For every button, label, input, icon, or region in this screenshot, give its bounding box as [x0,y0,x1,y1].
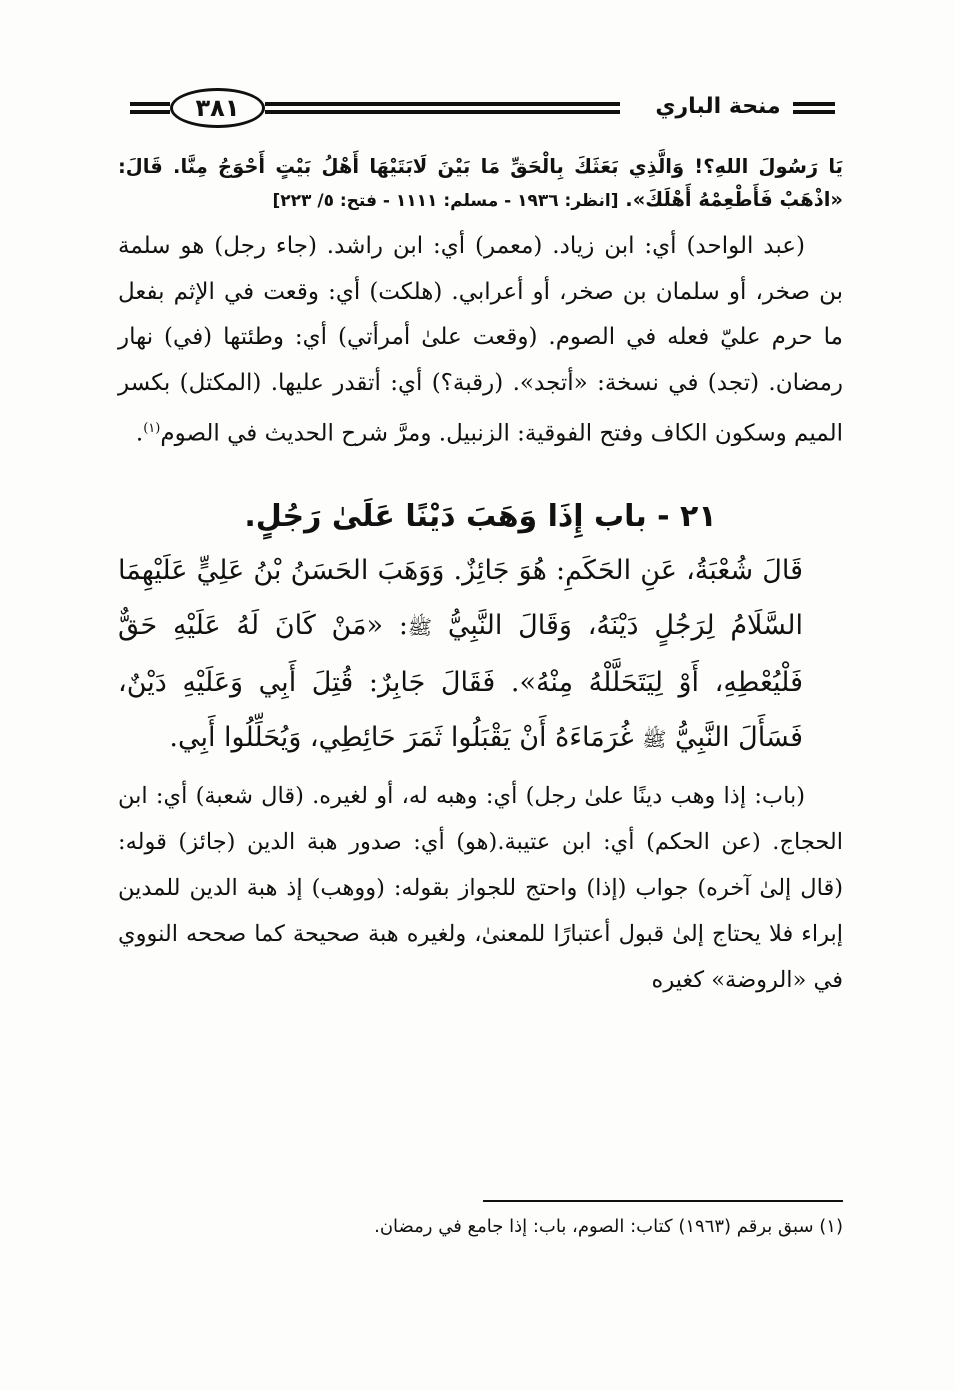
hadith-part: قَالَ شُعْبَةُ، عَنِ الحَكَمِ: هُوَ جَائِزٌ. وَوَهَبَ الحَسَنُ بْنُ عَلِيٍّ عَلَيْهِمَا السَّلَامُ لِرَجُلٍ دَيْنَهُ، وَقَالَ النَّبِيُّ [118,555,803,642]
header-rule [793,102,835,106]
footnote-separator [483,1200,843,1202]
explanation-paragraph [118,224,843,457]
running-title: منحة الباري [655,94,781,119]
hadith-part: : «مَنْ كَانَ لَهُ عَلَيْهِ حَقٌّ فَلْيُعْطِهِ، أَوْ لِيَتَحَلَّلْهُ مِنْهُ». فَقَالَ جَابِرٌ: قُتِلَ أَبِي وَعَلَيْهِ دَيْنٌ، فَسَأَلَ النَّبِيُّ [118,610,803,754]
hadith-part: غُرَمَاءَهُ أَنْ يَقْبَلُوا ثَمَرَ حَائِطِي، وَيُحَلِّلُوا أَبِي. [169,722,634,754]
page-body [118,150,843,1003]
header-rule [793,110,835,114]
commentary-paragraph [118,773,843,1003]
chapter-title: ٢١ - باب إِذَا وَهَبَ دَيْنًا عَلَىٰ رَجُلٍ. [244,499,717,535]
footnote-marker: (١) [143,421,161,436]
hadith-end-quote [118,150,843,218]
paragraph-end: . [135,420,144,447]
paragraph-text: (عبد الواحد) أي: ابن زياد. (معمر) أي: ابن راشد. (جاء رجل) هو سلمة بن صخر، أو سلمان بن صخر، أو أعرابي. (هلكت) أي: وقعت في الإثم بفعل ما حرم عليّ فعله في الصوم. (وقعت علىٰ أمرأتي) أي: وطئتها (في) نهار رمضان. (تجد) في نسخة: «أتجد». (رقبة؟) أي: أتقدر عليها. (المكتل) بكسر الميم وسكون الكاف وفتح الفوقية: الزنبيل. ومرَّ شرح الحديث في الصوم [118,233,843,447]
salawat-glyph: ﷺ [642,727,667,752]
footnote: (١) سبق برقم (١٩٦٣) كتاب: الصوم، باب: إذا جامع في رمضان. [374,1216,843,1237]
hadith-reference: [انظر: ١٩٣٦ - مسلم: ١١١١ - فتح: ٥/ ٢٢٣] [272,191,619,211]
salawat-glyph: ﷺ [407,615,433,640]
header-rule [130,110,170,114]
quote-text: يَا رَسُولَ اللهِ؟! وَالَّذِي بَعَثَكَ بِالْحَقِّ مَا بَيْنَ لَابَتَيْهَا أَهْلُ بَيْتٍ أَحْوَجُ مِنَّا. قَالَ: «اذْهَبْ فَأَطْعِمْهُ أَهْلَكَ». [118,155,843,211]
commentary-text: (باب: إذا وهب دينًا علىٰ رجل) أي: وهبه له، أو لغيره. (قال شعبة) أي: ابن الحجاج. (عن الحكم) أي: ابن عتيبة.(هو) أي: صدور هبة الدين (جائز) قوله: (قال إلىٰ آخره) جواب (إذا) واحتج للجواز بقوله: (ووهب) إذ هبة الدين للمدين إبراء فلا يحتاج إلىٰ قبول أعتبارًا للمعنىٰ، ولغيره هبة صحيحة كما صححه النووي في «الروضة» كغيره [118,783,843,994]
header-rule [130,102,170,106]
hadith-text [118,543,843,767]
header-rule [265,110,620,114]
page-header [130,88,835,138]
page-number: ٣٨١ [170,88,265,128]
header-rule [265,102,620,106]
